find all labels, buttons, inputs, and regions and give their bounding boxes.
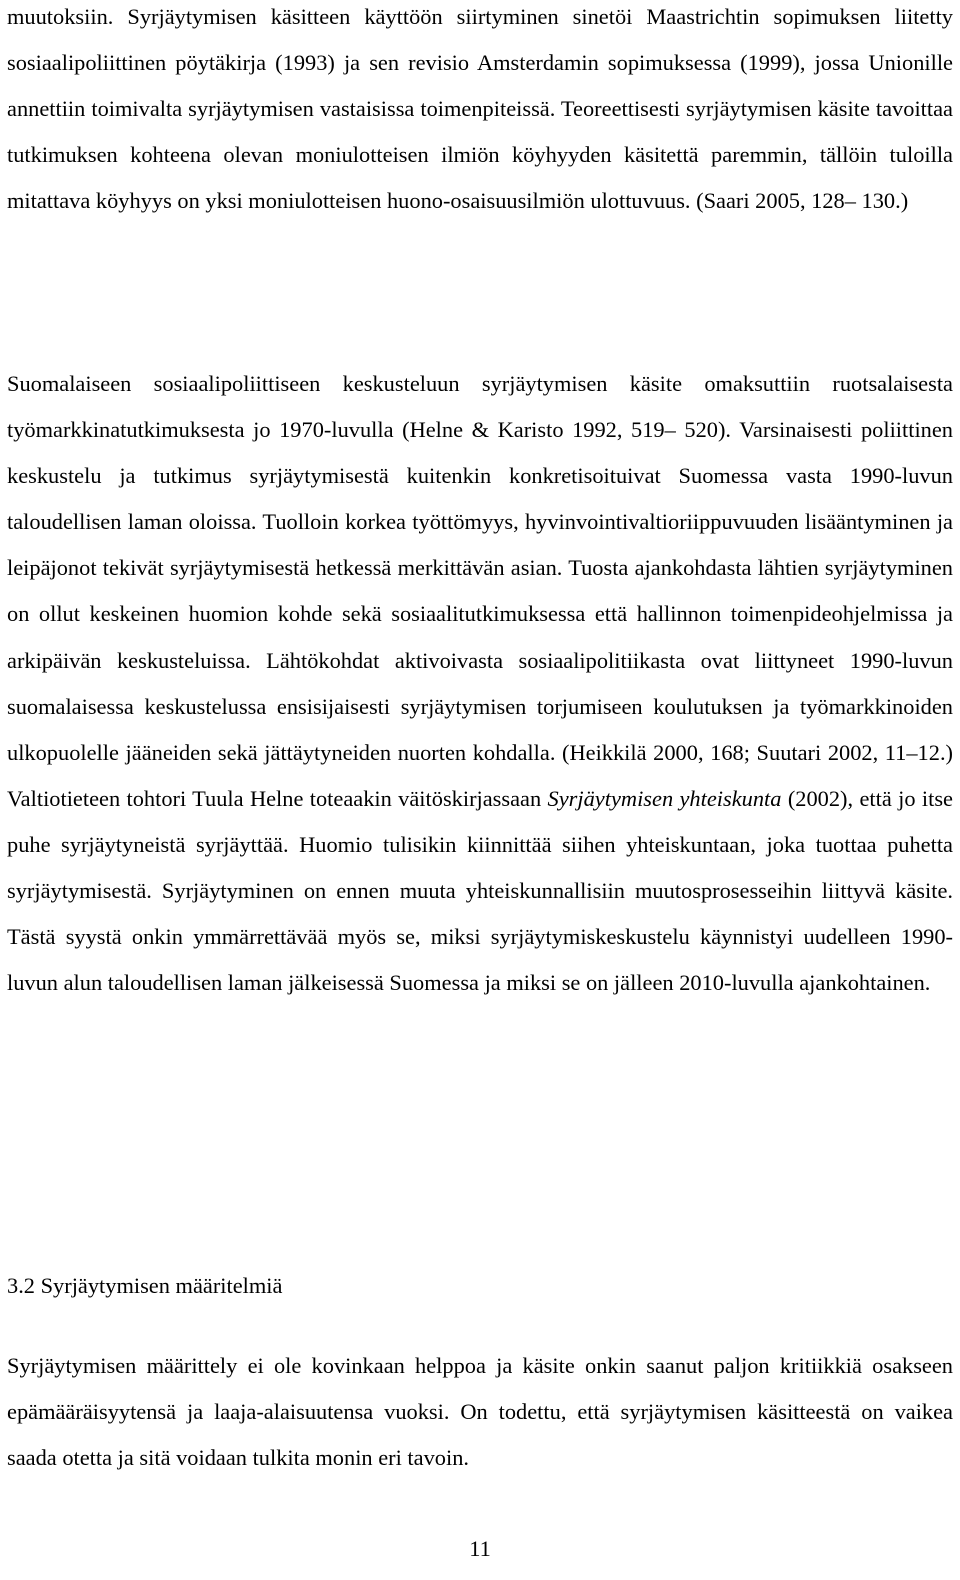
page-number: 11 [469,1536,491,1561]
paragraph-2-text-after-title: (2002), että jo itse puhe syrjäytyneistä syrjäyttää. Huomio tulisikin kiinnittää siihen yhteiskuntaan, joka tuottaa puhetta syrjäytymisestä. Syrjäytyminen on ennen muuta yhteiskunnallisiin muutosprosesseihin liittyvä käsite. Tästä syystä onkin ymmärrettävää myös se, miksi syrjäytymiskeskustelu käynnistyi uudelleen 1990-luvun alun taloudellisen laman jälkeisessä Suomessa ja miksi se on jälleen 2010-luvulla ajankohtainen. [7,785,953,996]
paragraph-3: Syrjäytymisen määrittely ei ole kovinkaan helppoa ja käsite onkin saanut paljon kritiikkiä osakseen epämääräisyytensä ja laaja-alaisuutensa vuoksi. On todettu, että syrjäytymisen käsitteestä on vaikea saada otetta ja sitä voidaan tulkita monin eri tavoin. [7,1353,953,1471]
book-title: Syrjäytymisen yhteiskunta [547,785,782,811]
paragraph-2 [7,361,953,1006]
section-heading: 3.2 Syrjäytymisen määritelmiä [7,1273,283,1298]
paragraph-1: muutoksiin. Syrjäytymisen käsitteen käyttöön siirtyminen sinetöi Maastrichtin sopimuksen liitetty sosiaalipoliittinen pöytäkirja (1993) ja sen revisio Amsterdamin sopimuksessa (1999), jossa Unionille annettiin toimivalta syrjäytymisen vastaisissa toimenpiteissä. Teoreettisesti syrjäytymisen käsite tavoittaa tutkimuksen kohteena olevan moniulotteisen ilmiön köyhyyden käsitettä paremmin, tällöin tuloilla mitattava köyhyys on yksi moniulotteisen huono-osaisuusilmiön ulottuvuus. (Saari 2005, 128– 130.) [7,4,953,214]
paragraph-2-text-before-title: Suomalaiseen sosiaalipoliittiseen keskusteluun syrjäytymisen käsite omaksuttiin ruotsalaisesta työmarkkinatutkimuksesta jo 1970-luvulla (Helne & Karisto 1992, 519– 520). Varsinaisesti poliittinen keskustelu ja tutkimus syrjäytymisestä kuitenkin konkretisoituivat Suomessa vasta 1990-luvun taloudellisen laman oloissa. Tuolloin korkea työttömyys, hyvinvointivaltioriippuvuuden lisääntyminen ja leipäjonot tekivät syrjäytymisestä hetkessä merkittävän asian. Tuosta ajankohdasta lähtien syrjäytyminen on ollut keskeinen huomion kohde sekä sosiaalitutkimuksessa että hallinnon toimenpideohjelmissa ja arkipäivän keskusteluissa. Lähtökohdat aktivoivasta sosiaalipolitiikasta ovat liittyneet 1990-luvun suomalaisessa keskustelussa ensisijaisesti syrjäytymisen torjumiseen koulutuksen ja työmarkkinoiden ulkopuolelle jääneiden sekä jättäytyneiden nuorten kohdalla. (Heikkilä 2000, 168; Suutari 2002, 11–12.) Valtiotieteen tohtori Tuula Helne toteaakin väitöskirjassaan [7,371,953,811]
